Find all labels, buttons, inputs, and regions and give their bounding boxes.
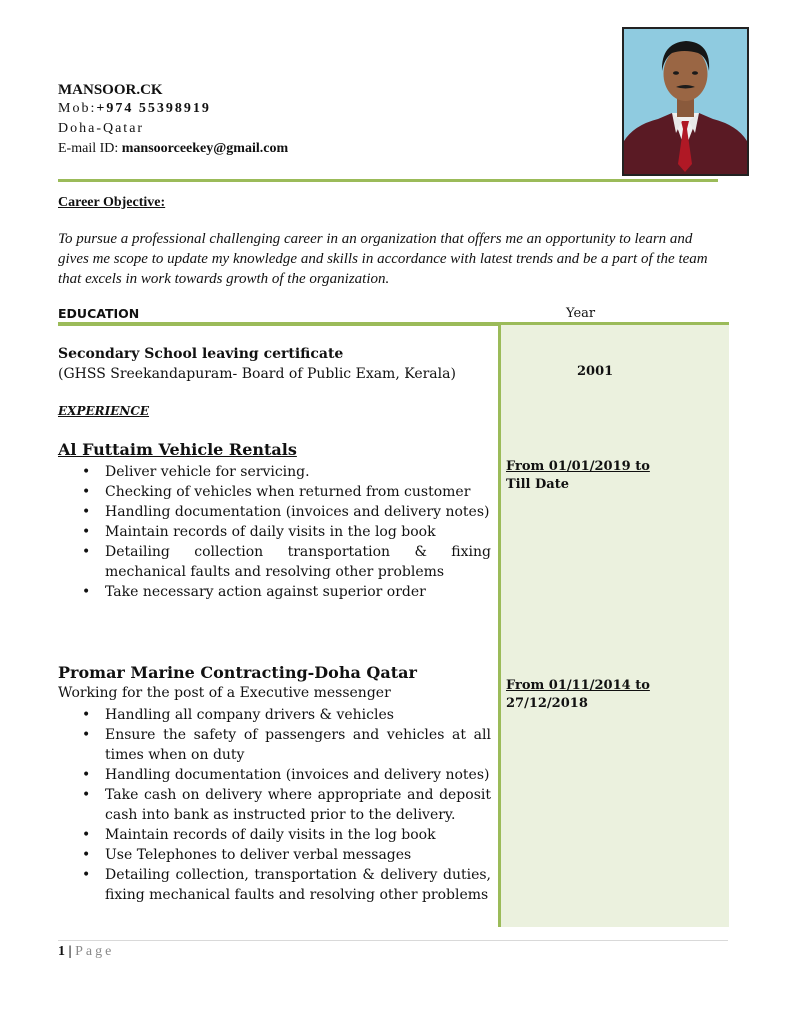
experience-title: EXPERIENCE — [58, 404, 150, 418]
header-divider — [58, 179, 718, 182]
job-1-company: Al Futtaim Vehicle Rentals — [58, 440, 297, 459]
duty-item: • Handling documentation (invoices and delivery notes) — [58, 502, 491, 522]
job-2-date-to: 27/12/2018 — [506, 696, 588, 711]
email-address: mansoorceekey@gmail.com — [121, 141, 289, 156]
email-label: E-mail ID: — [58, 141, 122, 156]
duty-item: • Detailing collection transportation & fixing mechanical faults and resolving other problems — [58, 542, 491, 582]
duty-item: • Use Telephones to deliver verbal messages — [58, 845, 491, 865]
mobile-label: Mob: — [58, 101, 97, 116]
duty-item: • Ensure the safety of passengers and vehicles at all times when on duty — [58, 725, 491, 765]
duty-item: • Handling all company drivers & vehicles — [58, 705, 491, 725]
job-1-duties — [58, 462, 491, 602]
duty-item: • Take necessary action against superior order — [58, 582, 491, 602]
page-number: 1 — [58, 944, 65, 959]
duty-item: • Take cash on delivery where appropriate and deposit cash into bank as instructed prior to the delivery. — [58, 785, 491, 825]
objective-title: Career Objective: — [58, 195, 166, 210]
page-label: Page — [75, 944, 115, 959]
job-1-dates — [506, 458, 650, 494]
job-1-date-to: Till Date — [506, 477, 569, 492]
mobile-number: +974 55398919 — [96, 101, 211, 116]
profile-photo — [622, 27, 749, 176]
degree-institution: (GHSS Sreekandapuram- Board of Public Exam, Kerala) — [58, 366, 456, 382]
duty-item: • Detailing collection, transportation & delivery duties, fixing mechanical faults and resolving other problems — [58, 865, 491, 905]
education-title: EDUCATION — [58, 306, 140, 321]
mobile-line — [58, 101, 211, 117]
location: Doha-Qatar — [58, 121, 145, 136]
degree-title: Secondary School leaving certificate — [58, 346, 344, 362]
footer-separator: | — [65, 944, 76, 959]
duty-item: • Maintain records of daily visits in the log book — [58, 522, 491, 542]
job-2-date-from: From 01/11/2014 to — [506, 678, 650, 693]
job-2-role: Working for the post of a Executive messenger — [58, 685, 391, 701]
date-column — [498, 325, 729, 927]
footer-divider — [58, 940, 728, 941]
duty-item: • Checking of vehicles when returned from customer — [58, 482, 491, 502]
email-line — [58, 141, 288, 157]
duty-item: • Handling documentation (invoices and delivery notes) — [58, 765, 491, 785]
job-2-duties — [58, 705, 491, 905]
portrait-icon — [624, 29, 747, 174]
job-1-date-from: From 01/01/2019 to — [506, 459, 650, 474]
job-2-dates — [506, 677, 650, 713]
job-2-company: Promar Marine Contracting-Doha Qatar — [58, 663, 417, 682]
candidate-name: MANSOOR.CK — [58, 82, 163, 98]
page-footer — [58, 944, 114, 960]
duty-item: • Deliver vehicle for servicing. — [58, 462, 491, 482]
duty-item: • Maintain records of daily visits in the log book — [58, 825, 491, 845]
year-header: Year — [566, 306, 596, 321]
objective-text: To pursue a professional challenging career in an organization that offers me an opportunity to learn and gives me scope to update my knowledge and skills in accordance with latest trends and be a part of the team that excels in work towards growth of the organization. — [58, 231, 708, 287]
degree-year: 2001 — [577, 364, 614, 379]
